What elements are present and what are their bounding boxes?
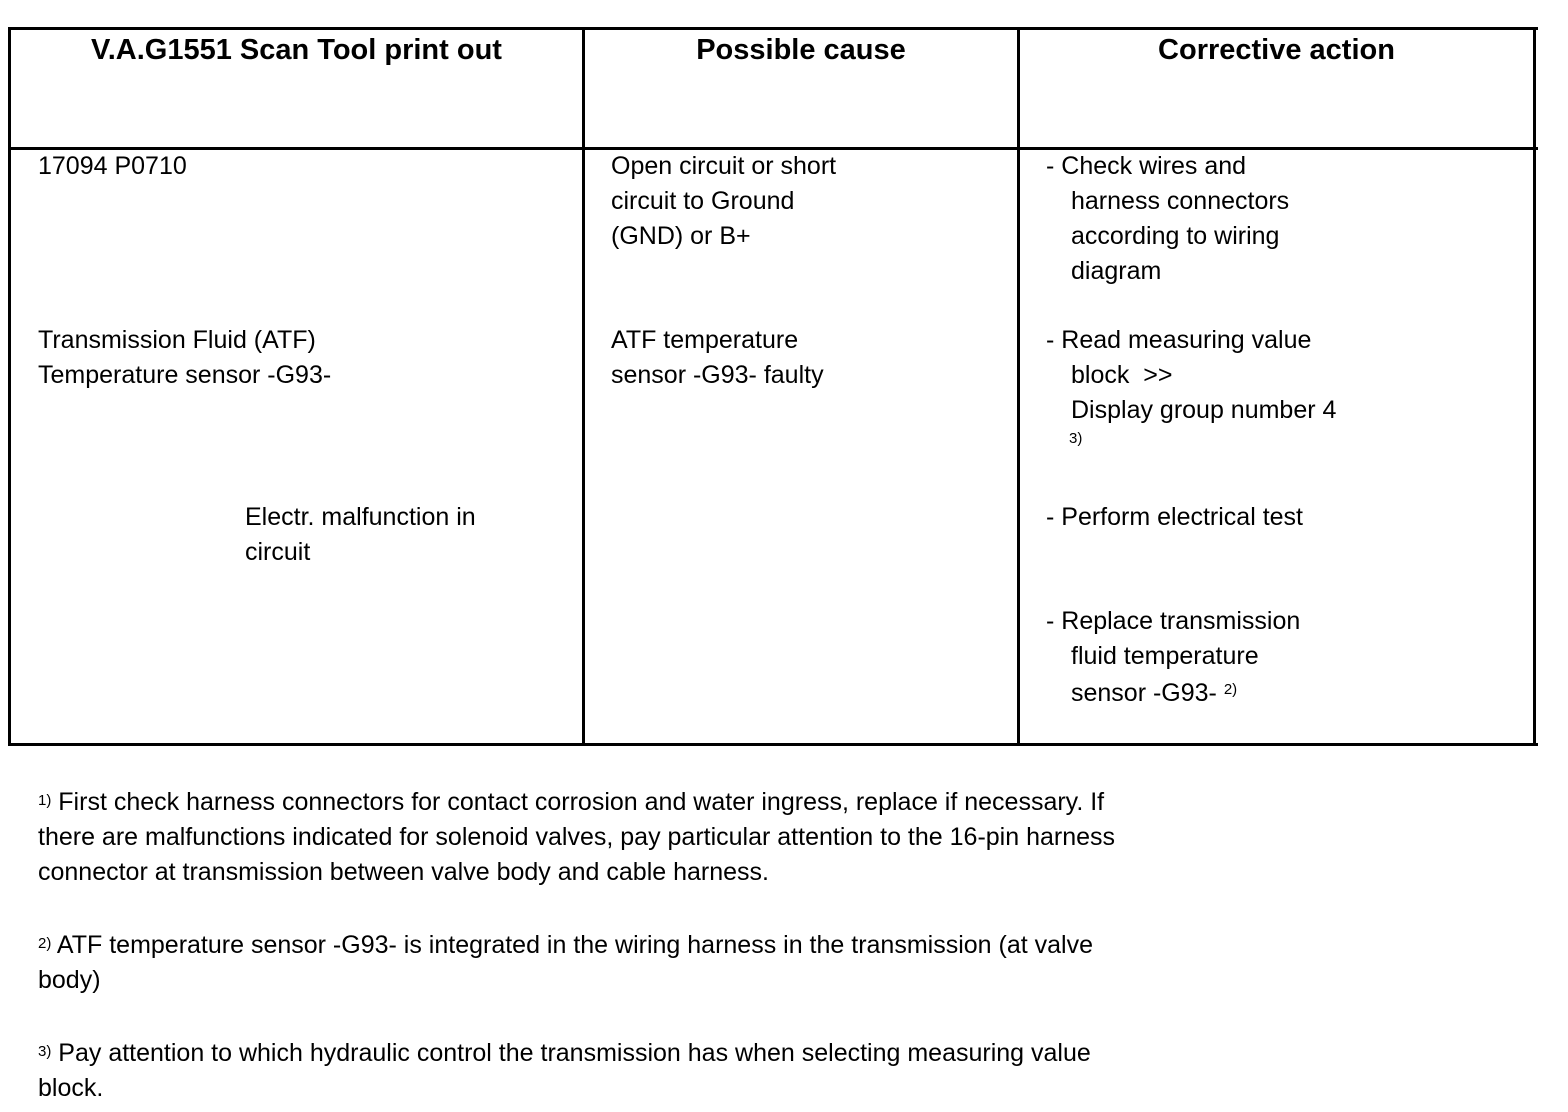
footnote-1-line-1 xyxy=(38,785,1104,820)
action-1-line-4: diagram xyxy=(1071,257,1162,285)
cause-1-line-3: (GND) or B+ xyxy=(611,222,751,250)
footnote-1-text-1: First check harness connectors for contact corrosion and water ingress, replace if necessary. If xyxy=(51,788,1105,816)
footnote-1-line-3: connector at transmission between valve body and cable harness. xyxy=(38,858,769,886)
footnote-1-marker: 1) xyxy=(38,792,52,809)
table-bottom-border xyxy=(8,743,1538,746)
action-4-line-2: fluid temperature xyxy=(1071,642,1259,670)
action-2-line-3: Display group number 4 xyxy=(1071,396,1337,424)
cause-1-line-1: Open circuit or short xyxy=(611,152,837,180)
footnote-3-line-1 xyxy=(38,1036,1091,1071)
action-1-line-2: harness connectors xyxy=(1071,187,1290,215)
cause-2-line-2: sensor -G93- faulty xyxy=(611,361,824,389)
table-col-divider-2 xyxy=(1017,27,1020,746)
action-2-line-2: block >> xyxy=(1071,361,1173,389)
cause-1-line-2: circuit to Ground xyxy=(611,187,795,215)
action-4-text: sensor -G93- xyxy=(1071,679,1224,707)
table-top-border xyxy=(8,27,1538,30)
action-2-line-1: - Read measuring value xyxy=(1046,326,1312,354)
table-left-border xyxy=(8,27,11,746)
header-possible-cause: Possible cause xyxy=(696,34,906,66)
component-name-line-1: Transmission Fluid (ATF) xyxy=(38,326,316,354)
footnote-2-line-1 xyxy=(38,928,1093,963)
header-corrective-action: Corrective action xyxy=(1158,34,1395,66)
action-4-line-3 xyxy=(1071,676,1237,711)
action-3-line-1: - Perform electrical test xyxy=(1046,503,1304,531)
footnote-ref-3: 3) xyxy=(1069,430,1083,447)
footnote-2-text-1: ATF temperature sensor -G93- is integrated in the wiring harness in the transmission (at valve xyxy=(51,931,1094,959)
footnote-2-marker: 2) xyxy=(38,935,52,952)
malfunction-line-2: circuit xyxy=(245,538,311,566)
action-1-line-1: - Check wires and xyxy=(1046,152,1247,180)
footnote-2-line-2: body) xyxy=(38,966,101,994)
table-right-border xyxy=(1533,27,1536,746)
table-col-divider-1 xyxy=(582,27,585,746)
footnote-3-marker: 3) xyxy=(38,1043,52,1060)
footnote-ref-2: 2) xyxy=(1223,681,1238,698)
action-4-line-1: - Replace transmission xyxy=(1046,607,1301,635)
footnote-3-line-2: block. xyxy=(38,1074,104,1102)
header-scan-tool-print-out: V.A.G1551 Scan Tool print out xyxy=(91,34,502,66)
footnote-3-text-1: Pay attention to which hydraulic control the transmission has when selecting measuring value xyxy=(51,1039,1091,1067)
fault-code: 17094 P0710 xyxy=(38,152,187,180)
cause-2-line-1: ATF temperature xyxy=(611,326,799,354)
malfunction-line-1: Electr. malfunction in xyxy=(245,503,476,531)
footnote-1-line-2: there are malfunctions indicated for solenoid valves, pay particular attention to the 16-pin harness xyxy=(38,823,1116,851)
action-1-line-3: according to wiring xyxy=(1071,222,1280,250)
component-name-line-2: Temperature sensor -G93- xyxy=(38,361,332,389)
